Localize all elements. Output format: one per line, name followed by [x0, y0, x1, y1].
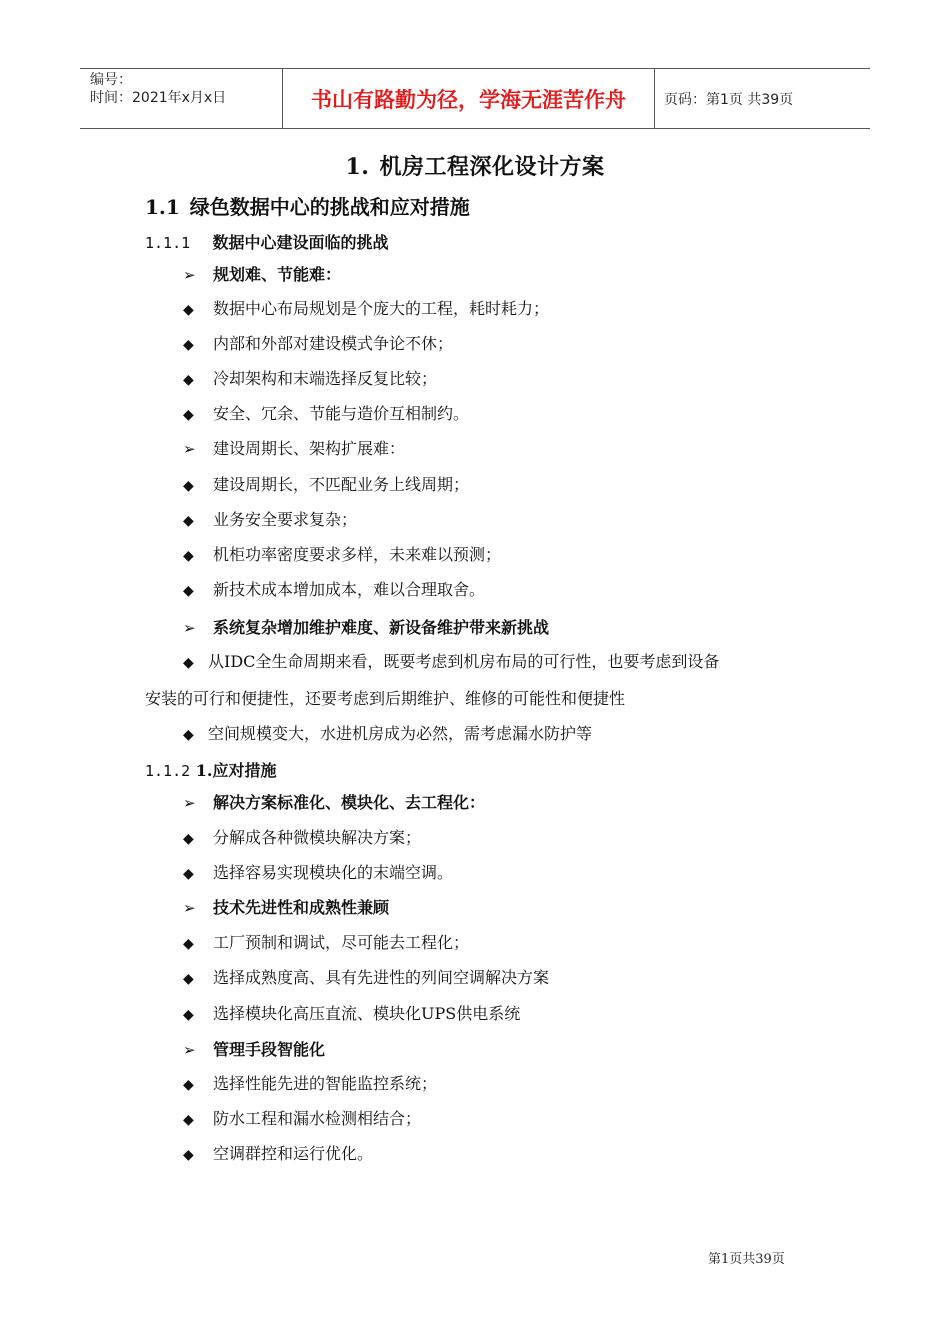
diamond-icon: ◆ [183, 372, 194, 388]
header-meta [80, 69, 282, 128]
diamond-icon: ◆ [183, 727, 194, 743]
diamond-icon: ◆ [183, 513, 194, 529]
list-item: ◆ 选择容易实现模块化的末端空调。 [183, 862, 453, 885]
diamond-icon: ◆ [183, 1077, 194, 1093]
list-item: ◆ 安全、冗余、节能与造价互相制约。 [183, 403, 469, 426]
section-heading [145, 191, 470, 220]
list-item: ◆ 选择模块化高压直流、模块化UPS供电系统 [183, 1003, 520, 1026]
list-item: ◆ 分解成各种微模块解决方案； [183, 827, 421, 850]
list-item-heading: ➢ 管理手段智能化 [183, 1040, 326, 1059]
subsection-number: 1.1.2 [145, 762, 191, 780]
list-item: ◆ 冷却架构和末端选择反复比较； [183, 368, 437, 391]
list-item: ◆ 内部和外部对建设模式争论不休； [183, 333, 453, 356]
arrow-icon: ➢ [183, 899, 196, 917]
diamond-icon: ◆ [183, 866, 194, 882]
list-item-heading: ➢ 建设周期长、架构扩展难： [183, 439, 406, 458]
list-item: ◆ 选择性能先进的智能监控系统； [183, 1073, 437, 1096]
title-text: 机房工程深化设计方案 [379, 154, 605, 180]
diamond-icon: ◆ [183, 1112, 194, 1128]
diamond-icon: ◆ [183, 478, 194, 494]
list-item: ◆ 空间规模变大，水进机房成为必然，需考虑漏水防护等 [183, 723, 592, 746]
paragraph-continuation: 安装的可行和便捷性，还要考虑到后期维护、维修的可能性和便捷性 [145, 689, 626, 708]
list-item-heading: ➢ 技术先进性和成熟性兼顾 [183, 898, 390, 917]
list-item: ◆ 选择成熟度高、具有先进性的列间空调解决方案 [183, 967, 549, 990]
title-number: 1. [345, 154, 370, 180]
list-item: ◆ 防水工程和漏水检测相结合； [183, 1108, 421, 1131]
diamond-icon: ◆ [183, 655, 194, 671]
diamond-icon: ◆ [183, 1007, 194, 1023]
diamond-icon: ◆ [183, 936, 194, 952]
list-item: ◆ 工厂预制和调试，尽可能去工程化； [183, 932, 469, 955]
diamond-icon: ◆ [183, 831, 194, 847]
arrow-icon: ➢ [183, 266, 196, 284]
arrow-icon: ➢ [183, 794, 196, 812]
header-page-info: 页码：第1页 共39页 [664, 91, 794, 108]
arrow-icon: ➢ [183, 440, 196, 458]
list-item: ◆ 空调群控和运行优化。 [183, 1143, 373, 1166]
list-item-heading: ➢ 规划难、节能难： [183, 265, 342, 284]
list-item: ◆ 新技术成本增加成本，难以合理取舍。 [183, 579, 485, 602]
list-item: ◆ 数据中心布局规划是个庞大的工程，耗时耗力； [183, 298, 549, 321]
diamond-icon: ◆ [183, 302, 194, 318]
subsection-text: 数据中心建设面临的挑战 [212, 233, 389, 252]
diamond-icon: ◆ [183, 407, 194, 423]
number-label: 编号： [90, 72, 132, 88]
page-footer: 第1页共39页 [708, 1252, 785, 1267]
list-item: ◆ 业务安全要求复杂； [183, 509, 357, 532]
subsection-number: 1.1.1 [145, 234, 191, 252]
section-text: 绿色数据中心的挑战和应对措施 [189, 195, 470, 219]
diamond-icon: ◆ [183, 583, 194, 599]
diamond-icon: ◆ [183, 337, 194, 353]
arrow-icon: ➢ [183, 1041, 196, 1059]
list-item: ◆ 从IDC全生命周期来看，既要考虑到机房布局的可行性，也要考虑到设备 [183, 651, 719, 674]
document-title [0, 150, 950, 181]
subsection-text: 1.应对措施 [195, 761, 277, 780]
diamond-icon: ◆ [183, 548, 194, 564]
arrow-icon: ➢ [183, 619, 196, 637]
list-item-heading: ➢ 解决方案标准化、模块化、去工程化： [183, 793, 486, 812]
list-item: ◆ 建设周期长，不匹配业务上线周期； [183, 474, 469, 497]
subsection-heading-2 [145, 758, 276, 781]
header-motto: 书山有路勤为径，学海无涯苦作舟 [282, 69, 655, 128]
subsection-heading-1 [145, 230, 388, 253]
list-item-heading: ➢ 系统复杂增加维护难度、新设备维护带来新挑战 [183, 618, 550, 637]
list-item: ◆ 机柜功率密度要求多样，未来难以预测； [183, 544, 501, 567]
diamond-icon: ◆ [183, 971, 194, 987]
header-table [80, 68, 870, 129]
diamond-icon: ◆ [183, 1147, 194, 1163]
section-number: 1.1 [145, 195, 180, 219]
time-label: 时间：2021年x月x日 [90, 90, 227, 106]
